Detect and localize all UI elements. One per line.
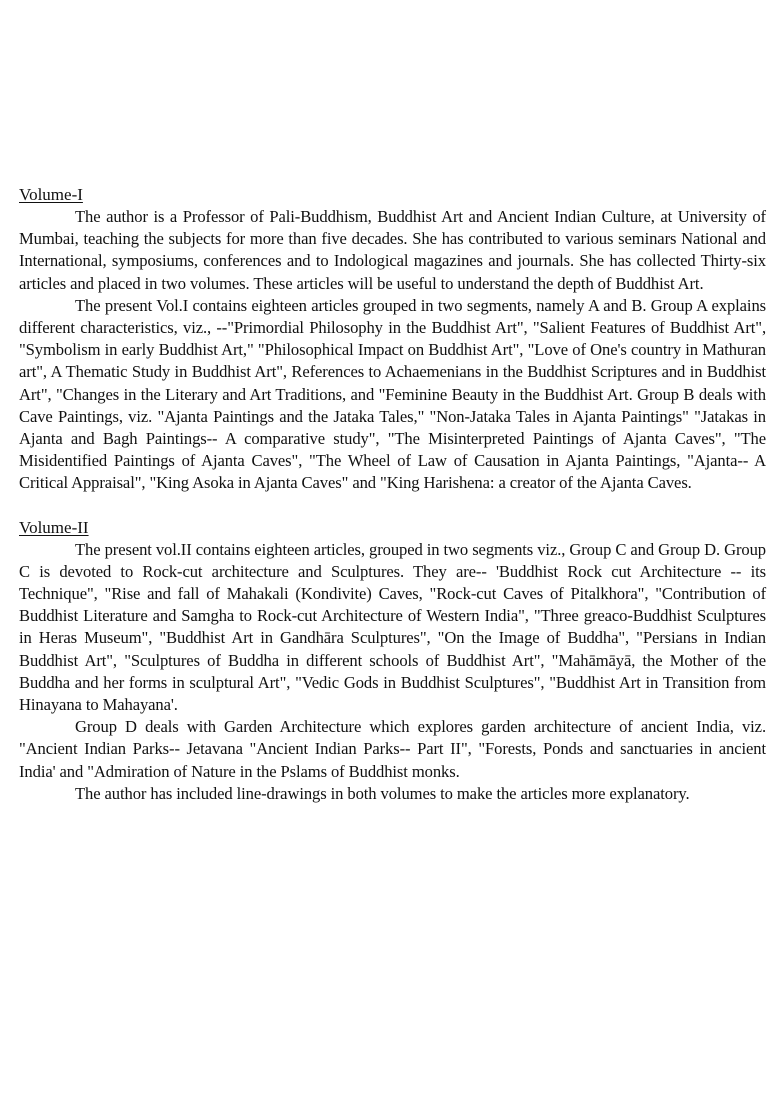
volume-2-section bbox=[19, 517, 766, 805]
volume-1-heading: Volume-I bbox=[19, 185, 83, 204]
volume-2-heading: Volume-II bbox=[19, 517, 89, 537]
volume-1-paragraph-intro: The author is a Professor of Pali-Buddhism, Buddhist Art and Ancient Indian Culture, at University of Mumbai, teaching the subjects for more than five decades. She has contributed to various seminars National and International, symposiums, conferences and to Indological magazines and journals. She has collected Thirty-six articles and placed in two volumes. These articles will be useful to understand the depth of Buddhist Art. bbox=[19, 207, 766, 293]
volume-2-paragraph-group-d: Group D deals with Garden Architecture which explores garden architecture of ancient India, viz. "Ancient Indian Parks-- Jetavana "Ancient Indian Parks-- Part II", "Forests, Ponds and sanctuaries in ancient India' and "Admiration of Nature in the Pslams of Buddhist monks. bbox=[19, 717, 766, 781]
document-page bbox=[19, 184, 766, 805]
volume-2-paragraph-group-c: The present vol.II contains eighteen articles, grouped in two segments viz., Group C and Group D. Group C is devoted to Rock-cut architecture and Sculptures. They are-- 'Buddhist Rock cut Architecture -- its Technique", "Rise and fall of Mahakali (Kondivite) Caves, "Rock-cut Caves of Pitalkhora", "Contribution of Buddhist Literature and Samgha to Rock-cut Architecture of Western India", "Three greaco-Buddhist Sculptures in Heras Museum", "Buddhist Art in Gandhāra Sculptures", "On the Image of Buddha", "Persians in Indian Buddhist Art", "Sculptures of Buddha in different schools of Buddhist Art", "Mahāmāyā, the Mother of the Buddha and her forms in sculptural Art", "Vedic Gods in Buddhist Sculptures", "Buddhist Art in Transition from Hinayana to Mahayana'. bbox=[19, 539, 766, 715]
volume-1-section bbox=[19, 184, 766, 495]
volume-2-paragraph-closing: The author has included line-drawings in both volumes to make the articles more explanatory. bbox=[75, 783, 690, 803]
section-spacer bbox=[19, 495, 766, 517]
volume-1-paragraph-contents: The present Vol.I contains eighteen articles grouped in two segments, namely A and B. Group A explains different characteristics, viz., --"Primordial Philosophy in the Buddhist Art", "Salient Features of Buddhist Art", "Symbolism in early Buddhist Art," "Philosophical Impact on Buddhist Art", "Love of One's country in Mathuran art", A Thematic Study in Buddhist Art", References to Achaemenians in the Buddhist Scriptures and in Buddhist Art", "Changes in the Literary and Art Traditions, and "Feminine Beauty in the Buddhist Art. Group B deals with Cave Paintings, viz. "Ajanta Paintings and the Jataka Tales," "Non-Jataka Tales in Ajanta Paintings" "Jatakas in Ajanta and Bagh Paintings-- A comparative study", "The Misinterpreted Paintings of Ajanta Caves", "The Misidentified Paintings of Ajanta Caves", "The Wheel of Law of Causation in Ajanta Paintings, "Ajanta-- A Critical Appraisal", "King Asoka in Ajanta Caves" and "King Harishena: a creator of the Ajanta Caves. bbox=[19, 295, 766, 493]
